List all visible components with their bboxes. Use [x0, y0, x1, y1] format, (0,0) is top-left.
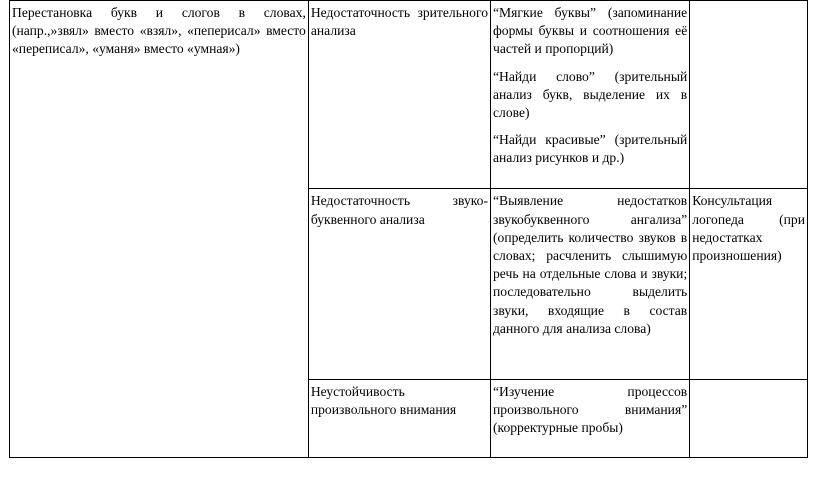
exercise-text: “Найди красивые” (зрительный анализ рисунков и др.)	[493, 132, 688, 166]
deficiency-cell	[308, 189, 490, 379]
deficiency-cell	[308, 1, 490, 189]
exercise-text: “Выявление недостатков звукобуквенного ангализа” (определить количество звуков в словах; расчленить слышимую речь на отдельные слова и звуки; последовательно выделить звуки, входящие в состав данного для анализа слова)	[493, 193, 688, 336]
note-cell	[690, 189, 808, 379]
note-text: Консультация логопеда (при недостатках произношения)	[692, 193, 805, 264]
deficiency-cell	[308, 379, 490, 457]
error-type-cell	[10, 1, 309, 458]
deficiency-text: Неустойчивость произвольного внимания	[310, 383, 457, 418]
exercises-cell	[491, 379, 690, 457]
exercise-text: “Изучение процессов произвольного внимания” (корректурные пробы)	[493, 383, 688, 436]
deficiency-text: Недостаточность звуко-буквенного анализа	[310, 193, 488, 227]
note-cell	[690, 1, 808, 189]
note-cell	[690, 379, 808, 457]
error-type-text: Перестановка букв и слогов в словах, (напр.,»звял» вместо «взял», «пеперисал» вместо «переписал», «уманя» вместо «умная»)	[12, 5, 306, 57]
table-row	[10, 1, 808, 189]
exercise-text: “Найди слово” (зрительный анализ букв, выделение их в слове)	[493, 68, 688, 121]
deficiency-text: Недостаточность зрительного анализа	[310, 5, 488, 39]
exercises-cell	[491, 189, 690, 379]
exercises-cell	[491, 1, 690, 189]
exercise-text: “Мягкие буквы” (запоминание формы буквы и соотношения её частей и пропорций)	[493, 5, 688, 57]
correction-table	[9, 0, 808, 458]
